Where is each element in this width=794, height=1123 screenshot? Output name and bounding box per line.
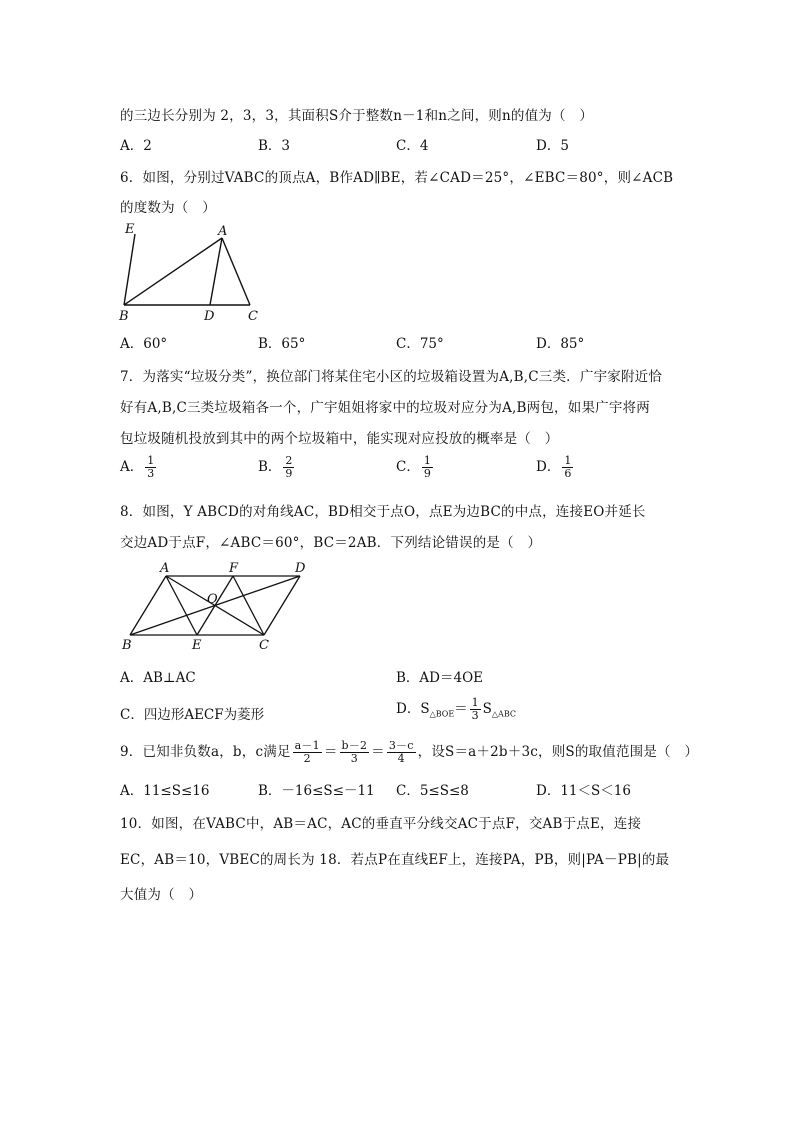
q9-option-a: A．11≤S≤16 bbox=[120, 783, 210, 799]
q8-label-d: D bbox=[295, 561, 306, 576]
q7-option-d: D． $\frac{1}{6}$ bbox=[536, 454, 572, 480]
q6-segment-ac bbox=[222, 238, 250, 305]
q10-text-line2: EC，AB＝10，VBEC的周长为 18．若点P在直线EF上，连接PA，PB，则|PA－PB|的最 bbox=[120, 852, 670, 868]
q8-label-f: F bbox=[229, 561, 239, 576]
q6-option-a: A．60° bbox=[120, 336, 168, 352]
q7-option-b: B． $\frac{2}{9}$ bbox=[258, 454, 293, 480]
q6-segment-ad bbox=[210, 238, 222, 305]
q8-text-line2: 交边AD于点F，∠ABC＝60°，BC＝2AB．下列结论错误的是（ ） bbox=[120, 535, 542, 551]
q7-option-c: C． $\frac{1}{9}$ bbox=[396, 454, 431, 480]
q6-segment-ba bbox=[124, 238, 222, 305]
q6-triangle-figure bbox=[112, 220, 272, 325]
q8-label-c: C bbox=[259, 638, 269, 653]
q6-option-d: D．85° bbox=[536, 336, 585, 352]
q6-text-line1: 6．如图，分别过VABC的顶点A，B作AD∥BE，若∠CAD＝25°，∠EBC＝80°，则∠ACB bbox=[120, 170, 674, 186]
q10-text-line3: 大值为（ ） bbox=[120, 887, 203, 903]
q8-label-o: O bbox=[207, 592, 218, 607]
q5-option-d: D．5 bbox=[536, 138, 569, 154]
q7-option-a: A． $\frac{1}{3}$ bbox=[120, 454, 155, 480]
q6-segment-be bbox=[124, 234, 135, 305]
q8-option-b: B．AD＝4OE bbox=[396, 670, 484, 686]
q6-option-b: B．65° bbox=[258, 336, 306, 352]
q9-text: 9．已知非负数a，b，c满足 $\frac{a-1}{2}$ ＝ $\frac{b-2}{3}$ ＝ $\frac{3-c}{4}$ ，设S＝a＋2b＋3c，则S的取值范围是（ ） bbox=[120, 739, 699, 765]
q9-option-d: D．11＜S＜16 bbox=[536, 783, 631, 799]
q5-option-a: A．2 bbox=[120, 138, 152, 154]
q6-label-b: B bbox=[119, 309, 129, 324]
q7-text-line3: 包垃圾随机投放到其中的两个垃圾箱中，能实现对应投放的概率是（ ） bbox=[120, 431, 559, 447]
q6-text-line2: 的度数为（ ） bbox=[120, 200, 216, 216]
q6-option-c: C．75° bbox=[396, 336, 444, 352]
q7-text-line2: 好有A,B,C三类垃圾箱各一个，广宇姐姐将家中的垃圾对应分为A,B两包，如果广宇将两 bbox=[120, 400, 650, 416]
q8-label-b: B bbox=[122, 638, 132, 653]
q8-segment-cd bbox=[264, 576, 300, 635]
q9-option-b: B．－16≤S≤－11 bbox=[258, 783, 375, 799]
q8-label-a: A bbox=[160, 561, 170, 576]
q8-text-line1: 8．如图，Y ABCD的对角线AC，BD相交于点O，点E为边BC的中点，连接EO并延长 bbox=[120, 504, 646, 520]
q8-option-c: C．四边形AECF为菱形 bbox=[120, 707, 265, 723]
q6-label-c: C bbox=[248, 309, 258, 324]
q5-option-c: C．4 bbox=[396, 138, 429, 154]
q6-label-d: D bbox=[204, 309, 215, 324]
q8-label-e: E bbox=[192, 638, 202, 653]
q8-segment-ab bbox=[130, 576, 166, 635]
q8-parallelogram-figure bbox=[116, 556, 316, 656]
q10-text-line1: 10．如图，在VABC中，AB＝AC，AC的垂直平分线交AC于点F，交AB于点E，连接 bbox=[120, 816, 642, 832]
q7-text-line1: 7．为落实“垃圾分类”，换位部门将某住宅小区的垃圾箱设置为A,B,C三类．广宇家附近恰 bbox=[120, 369, 663, 385]
q5-text: 的三边长分别为 2，3，3，其面积S介于整数n－1和n之间，则n的值为（ ） bbox=[120, 108, 594, 124]
q5-option-b: B．3 bbox=[258, 138, 291, 154]
q6-label-e: E bbox=[125, 222, 135, 237]
q8-option-a: A．AB⊥AC bbox=[120, 670, 196, 686]
q6-label-a: A bbox=[218, 224, 228, 239]
q8-option-d: D．$S_{\triangle BOE}=$ $\frac{1}{3}$ $S_{\triangle ABC}$ bbox=[396, 696, 516, 722]
q9-option-c: C．5≤S≤8 bbox=[396, 783, 469, 799]
